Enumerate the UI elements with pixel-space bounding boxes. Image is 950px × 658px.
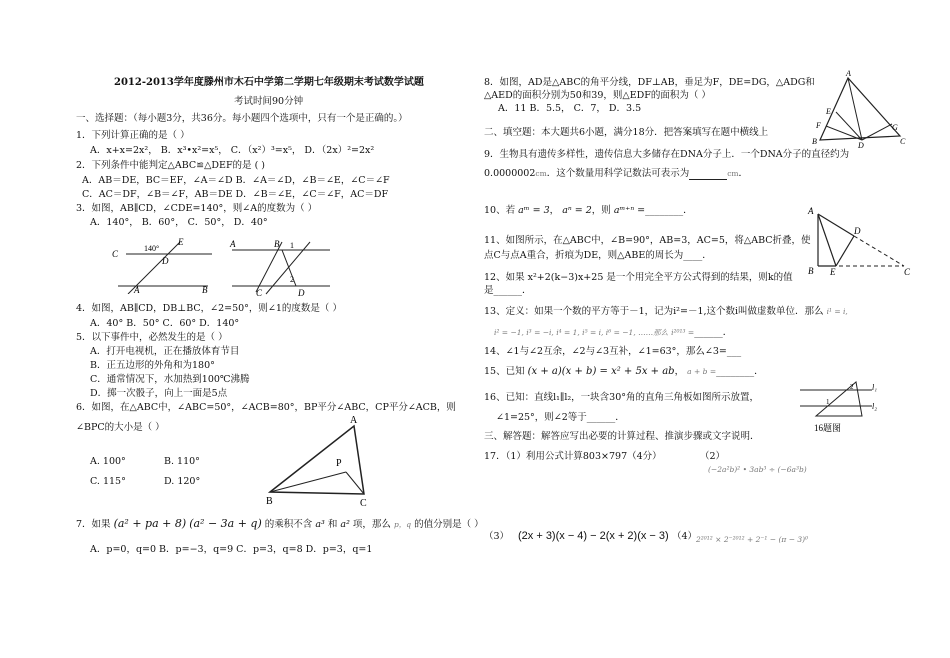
q10-pre: 10、若 xyxy=(484,205,516,216)
fig8-label-a: A xyxy=(846,69,851,78)
q6-option-c: C. 115° xyxy=(90,476,126,487)
q7-stem-mid: 的乘积不含 xyxy=(264,519,313,530)
fig6-label-a: A xyxy=(350,415,358,426)
q15-ask: a + b = xyxy=(687,367,717,376)
q6-option-a: A. 100° xyxy=(90,456,126,467)
q13-line2 xyxy=(494,327,732,339)
q10-mid: ，则 xyxy=(591,205,611,216)
figure-q11 xyxy=(804,204,914,276)
q5-option-d: D．掷一次骰子，向上一面是5点 xyxy=(90,388,228,399)
q5-option-b: B．正五边形的外角和为180° xyxy=(90,360,215,371)
fig4-label-c: C xyxy=(256,288,263,296)
q13-powers: i² = −1, i³ = −i, i⁴ = 1, i⁵ = i, i⁶ = −1, ……那么 xyxy=(494,328,669,337)
q15-expr: (x + a)(x + b) = x² + 5x + ab xyxy=(527,366,675,377)
q9-unit: cm xyxy=(535,169,547,178)
q10-expr: aᵐ⁺ⁿ = xyxy=(613,205,646,216)
exam-title: 2012-2013学年度滕州市木石中学第二学期七年级期末考试数学试题 xyxy=(114,77,424,88)
fig11-label-a: A xyxy=(808,206,814,216)
q13-i2013: i²⁰¹³ = xyxy=(671,328,695,337)
q2-options-2: C．AC＝DF，∠B＝∠F，AB＝DE D．∠B＝∠E，∠C＝∠F，AC＝DF xyxy=(82,189,389,200)
q4-stem: 4．如图，AB∥CD，DB⊥BC，∠2=50°，则∠1的度数是（ ） xyxy=(76,303,342,314)
fig16-label-l1: l₁ xyxy=(872,383,878,392)
fig11-label-e: E xyxy=(830,267,836,276)
q16-line2: ∠1=25°，则∠2等于______． xyxy=(496,412,625,423)
fig16-label-1: 1 xyxy=(826,398,830,406)
fig8-label-b: B xyxy=(812,137,817,146)
q11-line2: 点C与点A重合，折痕为DE，则△ABE的周长为____． xyxy=(484,250,712,261)
q15-pre: 15、已知 xyxy=(484,366,525,377)
q7-factor1: (a² + pa + 8) xyxy=(113,517,187,530)
q15 xyxy=(484,366,764,378)
q17-part2-expr: (−2a²b)² • 3ab³ ÷ (−6a³b) xyxy=(708,465,807,474)
fig8-label-e: E xyxy=(826,107,831,116)
q10-eq1: aᵐ = 3 xyxy=(518,205,550,216)
fig4-label-1: 1 xyxy=(290,241,294,250)
fig3-label-d: D xyxy=(162,256,169,266)
exam-time: 考试时间90分钟 xyxy=(234,96,304,107)
q7-stem-end: 的值分别是（ ） xyxy=(414,519,484,530)
q12-line2: 是______． xyxy=(484,285,532,296)
q12-line1: 12、如果 x²+2(k−3)x+25 是一个用完全平方公式得到的结果，则k的值 xyxy=(484,272,793,283)
figure-q4 xyxy=(226,236,336,296)
q17-part3-expr: (2x + 3)(x − 4) − 2(x + 2)(x − 3) xyxy=(518,530,669,542)
q8-line2: △AED的面积分别为50和39，则△EDF的面积为（ ） xyxy=(484,90,711,101)
q16-line1: 16、已知：直线l₁∥l₂，一块含30°角的直角三角板如图所示放置， xyxy=(484,392,760,403)
fig4-label-2: 2 xyxy=(290,275,294,284)
q17-part2-label: （2） xyxy=(700,451,726,462)
section1-heading: 一、选择题：（每小题3分，共36分。每小题四个选项中，只有一个是正确的。） xyxy=(76,113,408,124)
q6-option-d: D. 120° xyxy=(164,476,201,487)
q13-i1: i¹ = i, xyxy=(826,307,848,316)
q6-option-b: B. 110° xyxy=(164,456,200,467)
q2-stem: 2．下列条件中能判定△ABC≌△DEF的是 ( ) xyxy=(76,160,265,171)
q3-options: A．140°， B．60°， C．50°， D．40° xyxy=(90,217,268,228)
figure-q16 xyxy=(796,378,886,434)
q10: 10、若 aᵐ = 3， aⁿ = 2，则 aᵐ⁺ⁿ =________． xyxy=(484,205,693,216)
q15-post: ________． xyxy=(716,366,764,377)
fig4-label-d: D xyxy=(298,288,305,296)
fig3-angle: 140° xyxy=(144,244,160,253)
q7-stem xyxy=(76,518,484,531)
q7-and: 和 xyxy=(327,519,338,530)
fig6-label-b: B xyxy=(266,496,273,507)
section2-heading: 二、填空题：本大题共6小题，满分18分．把答案填写在题中横线上 xyxy=(484,127,769,138)
fig6-label-p: P xyxy=(336,458,342,469)
q13-text1: 13、定义：如果一个数的平方等于－1，记为i²=－1,这个数i叫做虚数单位．那么 xyxy=(484,306,824,317)
section3-heading: 三、解答题：解答应写出必要的计算过程、推演步骤或文字说明． xyxy=(484,431,760,442)
fig16-caption: 16题图 xyxy=(814,423,842,433)
figure-q6 xyxy=(262,412,378,508)
q8-line1: 8．如图，AD是△ABC的角平分线，DF⊥AB，垂足为F，DE=DG，△ADG和 xyxy=(484,77,815,88)
q6-stem-1: 6．如图，在△ABC中，∠ABC=50°，∠ACB=80°，BP平分∠ABC，CP平分∠ACB，则 xyxy=(76,402,456,413)
q7-stem-post: 项，那么 xyxy=(352,519,391,530)
q7-a2: a² xyxy=(340,519,350,530)
fig4-label-a: A xyxy=(230,239,236,249)
q9-ask: ．这个数量用科学记数法可表示为 xyxy=(546,168,690,179)
fig4-label-b: B xyxy=(274,239,280,249)
q7-stem-pre: 7．如果 xyxy=(76,519,111,530)
fig3-label-e: E xyxy=(178,237,184,247)
q9-line2 xyxy=(484,168,748,180)
q7-options: A．p=0，q=0 B．p=−3，q=9 C．p=3，q=8 D．p=3，q=1 xyxy=(90,544,373,555)
q5-stem: 5．以下事件中，必然发生的是（ ） xyxy=(76,332,228,343)
q17-part1: 17．（1）利用公式计算803×797（4分） xyxy=(484,451,662,462)
fig11-label-d: D xyxy=(854,226,861,236)
fig8-label-d: D xyxy=(858,141,864,148)
q13-line1 xyxy=(484,306,848,318)
figure-q8 xyxy=(812,68,908,148)
q9-unit-2: cm xyxy=(727,169,739,178)
fig11-label-b: B xyxy=(808,266,814,276)
q9-end: ． xyxy=(738,168,749,179)
q10-post: ________． xyxy=(645,205,693,216)
fig3-label-a: A xyxy=(134,285,140,294)
fig6-label-c: C xyxy=(360,498,367,508)
q7-factor2: (a² − 3a + q) xyxy=(189,517,262,530)
q14: 14、∠1与∠2互余，∠2与∠3互补，∠1=63°，那么∠3=___ xyxy=(484,346,742,357)
q11-line1: 11、如图所示，在△ABC中，∠B=90°，AB=3，AC=5，将△ABC折叠，使 xyxy=(484,235,811,246)
q5-option-a: A．打开电视机，正在播放体育节目 xyxy=(90,346,240,357)
fig16-label-l2: l₂ xyxy=(872,402,878,411)
q2-options-1: A．AB＝DE，BC＝EF，∠A＝∠D B．∠A＝∠D，∠B＝∠E，∠C＝∠F xyxy=(82,175,390,186)
q9-blank[interactable] xyxy=(689,171,727,180)
q4-options: A．40° B．50° C．60° D．140° xyxy=(90,318,240,329)
q1-options: A．x+x=2x²， B．x³•x²=x⁵， C．（x²）³=x⁵， D．（2x）²=2x² xyxy=(90,145,375,156)
fig3-label-c: C xyxy=(112,249,119,259)
fig8-label-f: F xyxy=(816,121,821,130)
q5-option-c: C．通常情况下，水加热到100℃沸腾 xyxy=(90,374,250,385)
q9-line1: 9．生物具有遗传多样性，遗传信息大多储存在DNA分子上．一个DNA分子的直径约为 xyxy=(484,149,850,160)
q6-stem-2: ∠BPC的大小是（ ） xyxy=(76,422,165,433)
fig3-label-b: B xyxy=(202,285,208,294)
fig11-label-c: C xyxy=(904,267,911,276)
figure-q3 xyxy=(108,234,218,294)
q17-part4-expr: 2²⁰¹² × 2⁻²⁰¹² + 2⁻¹ − (π − 3)⁰ xyxy=(696,535,809,544)
fig8-label-c: C xyxy=(900,137,906,146)
q3-stem: 3．如图，AB∥CD，∠CDE=140°，则∠A的度数为（ ） xyxy=(76,203,318,214)
q10-eq2: aⁿ = 2 xyxy=(562,205,592,216)
q1-stem: 1．下列计算正确的是（ ） xyxy=(76,130,190,141)
q8-options: A．11 B．5.5， C．7， D．3.5 xyxy=(498,103,642,114)
q7-a3: a³ xyxy=(315,519,325,530)
q7-pq: p，q xyxy=(393,520,412,529)
q13-blank: ______． xyxy=(694,327,733,338)
fig16-label-2: 2 xyxy=(850,383,854,391)
fig8-label-g: G xyxy=(892,123,898,132)
q9-number: 0.0000002 xyxy=(484,168,536,179)
q17-part3-label: （3） xyxy=(484,531,510,542)
q15-mid: ， xyxy=(674,366,685,377)
q17-part4-label: （4） xyxy=(672,531,698,542)
